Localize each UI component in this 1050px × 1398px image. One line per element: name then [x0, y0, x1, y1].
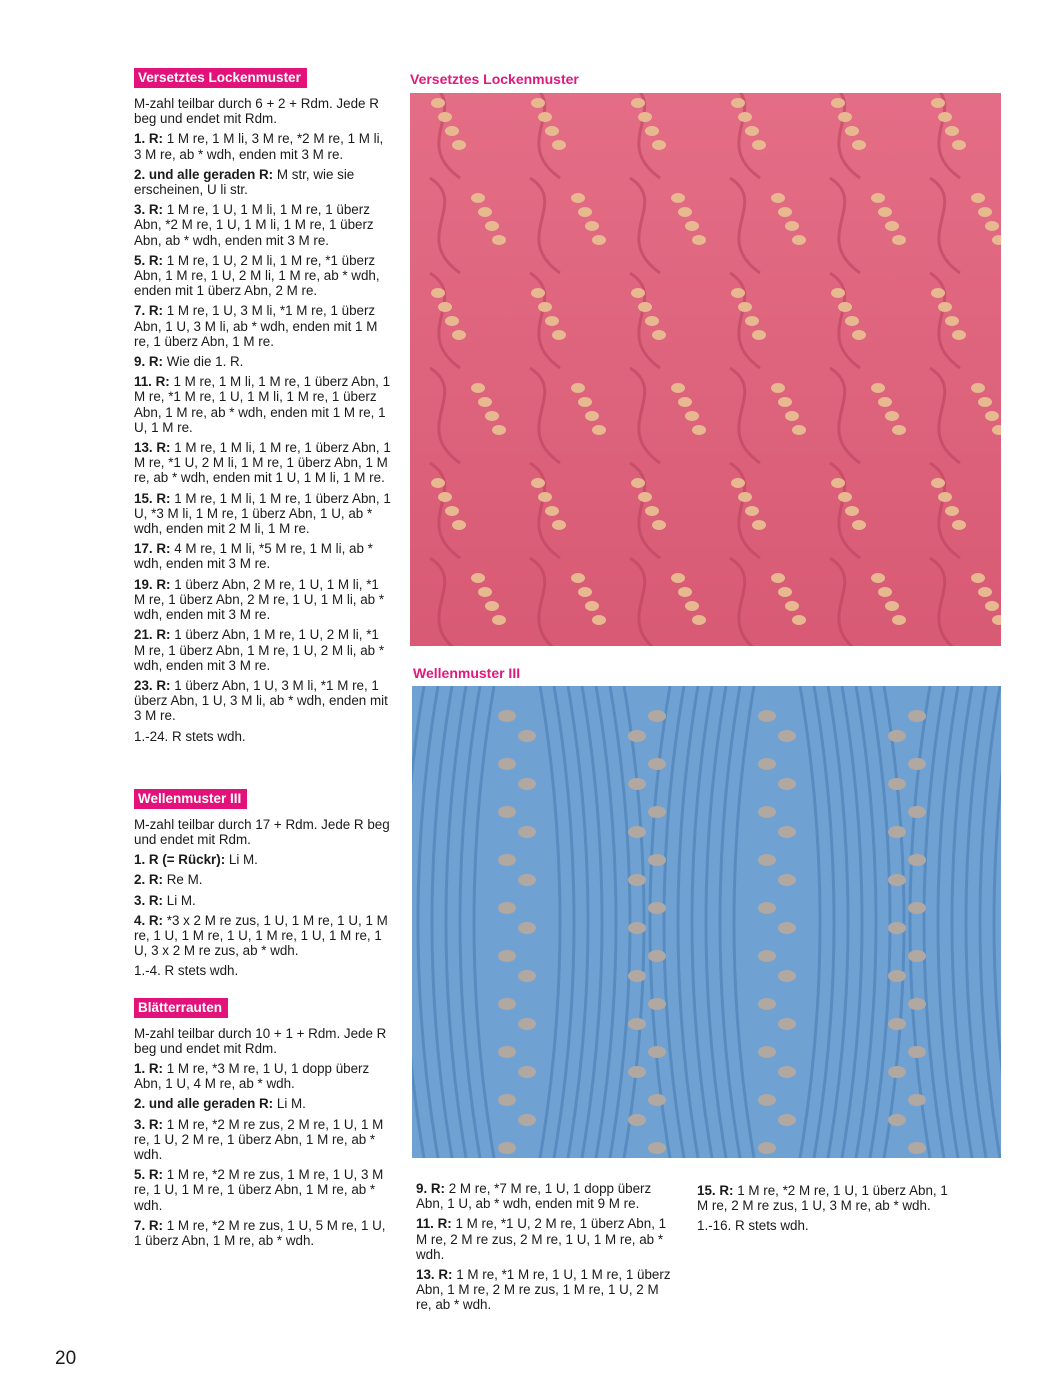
row-label: 13. R: [416, 1267, 453, 1283]
row-label: 9. R: [416, 1181, 446, 1196]
row-label: 3. R: [134, 202, 164, 218]
instruction-line [134, 913, 392, 959]
bottom-right-column [697, 1183, 953, 1239]
instruction-line [416, 1267, 672, 1313]
instruction-line [134, 1218, 392, 1248]
instructions [134, 817, 392, 979]
instruction-line [134, 202, 392, 248]
instructions [134, 96, 392, 744]
row-label: 15. R: [134, 490, 171, 506]
row-text: 1 M re, 1 U, 1 M li, 1 M re, 1 überz Abn, *2 M re, 1 U, 1 M li, 1 M re, 1 überz Abn, ab * wdh, enden mit 3 M re. [134, 202, 374, 248]
instruction-line [134, 1167, 392, 1213]
photo-title-bottom: Wellenmuster III [413, 665, 521, 681]
row-text: M-zahl teilbar durch 6 + 2 + Rdm. Jede R beg und endet mit Rdm. [134, 96, 379, 127]
row-text: 1.-4. R stets wdh. [134, 963, 239, 979]
row-text: 1.-16. R stets wdh. [697, 1218, 809, 1234]
row-text: 1 M re, *2 M re zus, 1 M re, 1 U, 3 M re, 1 U, 1 M re, 1 überz Abn, 1 M re, ab * wdh. [134, 1167, 384, 1213]
row-text: 1 M re, *1 U, 2 M re, 1 überz Abn, 1 M re, 2 M re zus, 2 M re, 1 U, 1 M re, ab * wdh. [416, 1216, 667, 1262]
row-label: 2. und alle geraden R: [134, 1096, 274, 1112]
instruction-line [416, 1181, 672, 1211]
instruction-line [134, 627, 392, 673]
row-label: 17. R: [134, 541, 171, 557]
row-label: 2. und alle geraden R: [134, 166, 274, 182]
row-text: 1 überz Abn, 2 M re, 1 U, 1 M li, *1 M re, 1 überz Abn, 2 M re, 1 U, 1 M li, ab * wdh, enden mit 3 M re. [134, 576, 385, 623]
instruction-line [134, 963, 392, 978]
row-text: 1 überz Abn, 1 M re, 1 U, 2 M li, *1 M re, 1 überz Abn, 1 M re, 1 U, 2 M li, ab * wdh, enden mit 3 M re. [134, 627, 385, 673]
row-label: 11. R: [134, 374, 170, 390]
row-label: 4. R: [134, 912, 164, 928]
section-blaetterrauten [134, 998, 392, 1249]
row-label: 5. R: [134, 1167, 164, 1183]
row-label: 1. R: [134, 131, 164, 147]
row-label: 1. R: [134, 1060, 164, 1076]
row-label: 13. R: [134, 440, 171, 456]
instruction-line [134, 303, 392, 349]
row-text: 1.-24. R stets wdh. [134, 728, 246, 744]
row-label: 2. R: [134, 872, 164, 888]
row-text: 1 M re, 1 U, 3 M li, *1 M re, 1 überz Abn, 1 U, 3 M li, ab * wdh, enden mit 1 M re, 1 überz Abn, 1 M re. [134, 303, 378, 349]
row-label: 7. R: [134, 303, 164, 319]
instruction-line [134, 131, 392, 161]
instruction-line [134, 817, 392, 847]
row-label: 15. R: [697, 1183, 734, 1198]
instruction-line [416, 1216, 672, 1262]
row-text: 1 M re, *2 M re zus, 2 M re, 1 U, 1 M re, 1 U, 2 M re, 1 überz Abn, 1 M re, ab * wdh. [134, 1116, 384, 1162]
instruction-line [134, 872, 392, 887]
instruction-line [134, 541, 392, 571]
instruction-line [134, 1117, 392, 1163]
instruction-line [697, 1183, 953, 1213]
row-text: 4 M re, 1 M li, *5 M re, 1 M li, ab * wdh, enden mit 3 M re. [134, 541, 373, 572]
row-text: M-zahl teilbar durch 10 + 1 + Rdm. Jede R beg und endet mit Rdm. [134, 1025, 387, 1056]
page-number: 20 [55, 1348, 77, 1369]
row-label: 9. R: [134, 354, 164, 370]
row-text: 1 M re, 1 U, 2 M li, 1 M re, *1 überz Abn, 1 M re, 1 U, 2 M li, 1 M re, ab * wdh, enden mit 1 überz Abn, 2 M re. [134, 252, 380, 299]
row-label: 7. R: [134, 1217, 164, 1233]
instruction-line [134, 440, 392, 486]
instruction-line [134, 1096, 392, 1111]
instruction-line [134, 729, 392, 744]
row-label: 3. R: [134, 892, 164, 908]
instruction-line [134, 893, 392, 908]
row-text: 1 M re, 1 M li, 1 M re, 1 überz Abn, 1 M re, *1 U, 2 M li, 1 M re, 1 überz Abn, 1 M re, ab * wdh, enden mit 1 U, 1 M li, 1 M re. [134, 440, 391, 486]
instruction-line [134, 167, 392, 197]
instruction-line [134, 1026, 392, 1056]
row-label: 3. R: [134, 1116, 164, 1132]
row-label: 11. R: [416, 1216, 452, 1232]
instruction-line [134, 96, 392, 126]
row-text: Re M. [163, 872, 203, 888]
section-tag: Versetztes Lockenmuster [134, 68, 307, 88]
knit-swatch-pink-image [410, 93, 1001, 646]
instruction-line [134, 678, 392, 724]
row-label: 21. R: [134, 627, 171, 643]
row-label: 23. R: [134, 677, 171, 693]
instruction-line [134, 1061, 392, 1091]
row-text: 1 M re, *3 M re, 1 U, 1 dopp überz Abn, 1 U, 4 M re, ab * wdh. [134, 1060, 370, 1092]
row-text: Li M. [163, 892, 196, 908]
row-text: *3 x 2 M re zus, 1 U, 1 M re, 1 U, 1 M re, 1 U, 1 M re, 1 U, 1 M re, 1 U, 1 M re, 1 U, 3 x 2 M re zus, ab * wdh. [134, 912, 388, 959]
row-text: Wie die 1. R. [163, 354, 244, 370]
photo-title-top: Versetztes Lockenmuster [410, 71, 579, 87]
row-text: 1 M re, 1 M li, 1 M re, 1 überz Abn, 1 U, *3 M li, 1 M re, 1 überz Abn, 1 U, ab * wdh, enden mit 2 M li, 1 M re. [134, 490, 391, 537]
row-text: M-zahl teilbar durch 17 + Rdm. Jede R beg und endet mit Rdm. [134, 816, 390, 847]
instruction-line [697, 1218, 953, 1233]
bottom-middle-column [416, 1181, 672, 1318]
row-label: 1. R (= Rückr): [134, 852, 226, 868]
knit-swatch-blue-image [412, 686, 1001, 1158]
row-label: 19. R: [134, 576, 171, 592]
section-wellenmuster-iii [134, 789, 392, 979]
row-text: 1 M re, 1 M li, 3 M re, *2 M re, 1 M li, 3 M re, ab * wdh, enden mit 3 M re. [134, 131, 384, 162]
row-text: 1 überz Abn, 1 U, 3 M li, *1 M re, 1 überz Abn, 1 U, 3 M li, ab * wdh, enden mit 3 M re. [134, 677, 388, 724]
row-text: 1 M re, *2 M re zus, 1 U, 5 M re, 1 U, 1 überz Abn, 1 M re, ab * wdh. [134, 1217, 386, 1248]
row-text: Li M. [225, 852, 258, 868]
row-text: 1 M re, 1 M li, 1 M re, 1 überz Abn, 1 M re, *1 M re, 1 U, 1 M li, 1 M re, 1 überz Abn, 1 M re, ab * wdh, enden mit 1 M re, 1 U, 1 M re. [134, 374, 391, 435]
section-tag: Wellenmuster III [134, 789, 247, 809]
row-text: 2 M re, *7 M re, 1 U, 1 dopp überz Abn, 1 U, ab * wdh, enden mit 9 M re. [416, 1181, 652, 1212]
section-tag: Blätterrauten [134, 998, 228, 1018]
left-column [134, 68, 392, 1253]
instruction-line [134, 374, 392, 435]
section-versetztes-lockenmuster [134, 68, 392, 744]
row-text: Li M. [273, 1096, 306, 1112]
row-text: M str, wie sie erscheinen, U li str. [134, 166, 355, 198]
instruction-line [134, 354, 392, 369]
row-label: 5. R: [134, 252, 164, 268]
instruction-line [134, 577, 392, 623]
row-text: 1 M re, *1 M re, 1 U, 1 M re, 1 überz Abn, 1 M re, 2 M re zus, 1 M re, 1 U, 2 M re, ab * wdh. [416, 1267, 671, 1313]
instructions [134, 1026, 392, 1249]
instruction-line [134, 253, 392, 299]
instruction-line [134, 491, 392, 537]
instruction-line [134, 852, 392, 867]
row-text: 1 M re, *2 M re, 1 U, 1 überz Abn, 1 M re, 2 M re zus, 1 U, 3 M re, ab * wdh. [697, 1183, 948, 1214]
